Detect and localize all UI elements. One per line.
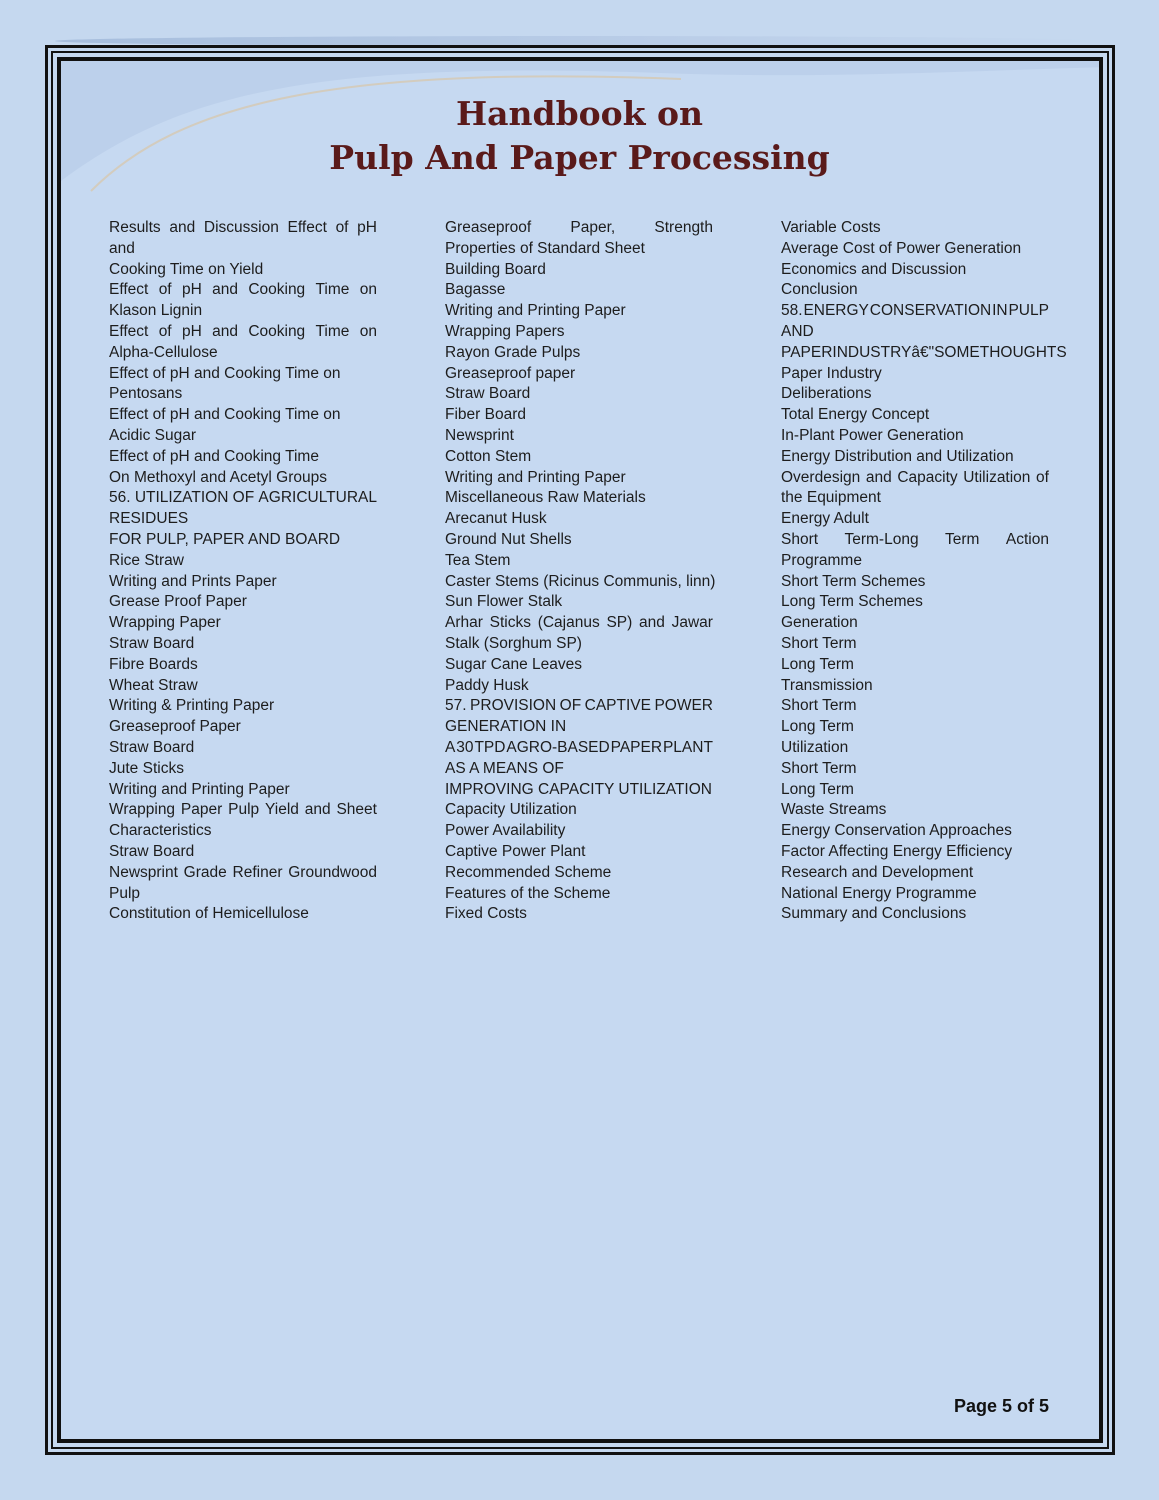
contents-entry: Effect of pH and Cooking Time on — [109, 364, 341, 382]
contents-entry: Effect of pH and Cooking Time on — [109, 322, 377, 340]
contents-entry: Results and Discussion Effect of pH — [109, 219, 377, 236]
contents-entry: Captive Power Plant — [445, 842, 586, 860]
contents-entry: A 30 TPD AGRO-BASED PAPER PLANT — [445, 738, 713, 756]
contents-entry: Tea Stem — [445, 551, 511, 569]
contents-entry: Capacity Utilization — [445, 801, 577, 819]
contents-entry: Generation — [781, 614, 858, 632]
contents-entry: Energy Adult — [781, 510, 869, 528]
contents-entry: Short Term — [781, 759, 857, 777]
contents-entry: Greaseproof paper — [445, 364, 576, 382]
page-number: Page 5 of 5 — [953, 1396, 1049, 1416]
contents-entry: Straw Board — [445, 385, 531, 403]
contents-entry: Alpha-Cellulose — [109, 343, 218, 361]
contents-entry: AS A MEANS OF — [445, 759, 564, 777]
contents-entry: Long Term — [781, 655, 854, 673]
contents-entry: Overdesign and Capacity Utilization of — [781, 468, 1049, 486]
contents-entry: Deliberations — [781, 385, 872, 403]
contents-entry: and — [109, 239, 135, 257]
contents-entry: Rice Straw — [109, 551, 184, 569]
contents-entry: Pentosans — [109, 385, 183, 403]
contents-entry: GENERATION IN — [445, 718, 567, 736]
contents-entry: Transmission — [781, 676, 873, 694]
document-title — [0, 92, 1159, 180]
contents-entry: Short Term — [781, 697, 857, 715]
contents-entry: Stalk (Sorghum SP) — [445, 634, 582, 652]
contents-entry: Writing and Printing Paper — [109, 780, 290, 798]
contents-entry: Bagasse — [445, 281, 506, 299]
contents-entry: Research and Development — [781, 863, 974, 881]
contents-entry: Waste Streams — [781, 801, 887, 819]
contents-column-2 — [445, 218, 716, 925]
contents-entry: Features of the Scheme — [445, 884, 611, 902]
contents-entry: Power Availability — [445, 822, 566, 840]
contents-entry: PAPER INDUSTRYâ€"SOME THOUGHTS — [781, 343, 1067, 361]
contents-entry: Long Term Schemes — [781, 593, 923, 611]
contents-entry: Cotton Stem — [445, 447, 532, 465]
contents-column-1 — [109, 218, 377, 925]
contents-entry: Summary and Conclusions — [781, 905, 967, 923]
contents-entry: the Equipment — [781, 489, 881, 507]
contents-entry: Factor Affecting Energy Efficiency — [781, 842, 1013, 860]
contents-entry: Miscellaneous Raw Materials — [445, 489, 646, 507]
contents-entry: Variable Costs — [781, 219, 881, 236]
contents-entry: Writing and Printing Paper — [445, 468, 626, 486]
contents-entry: Properties of Standard Sheet — [445, 239, 645, 257]
contents-entry: Grease Proof Paper — [109, 593, 247, 611]
contents-entry: 58. ENERGY CONSERVATION IN PULP — [781, 302, 1049, 320]
contents-entry: Fixed Costs — [445, 905, 527, 923]
contents-entry: Effect of pH and Cooking Time — [109, 447, 319, 465]
contents-entry: FOR PULP, PAPER AND BOARD — [109, 530, 341, 548]
contents-entry: Fiber Board — [445, 406, 526, 424]
contents-entry: Straw Board — [109, 842, 195, 860]
contents-entry: Newsprint — [445, 426, 514, 444]
contents-entry: Arecanut Husk — [445, 510, 547, 528]
contents-entry: Jute Sticks — [109, 759, 184, 777]
contents-column-3 — [781, 218, 1067, 925]
contents-entry: Average Cost of Power Generation — [781, 239, 1022, 257]
contents-entry: Effect of pH and Cooking Time on — [109, 406, 341, 424]
contents-entry: Acidic Sugar — [109, 426, 197, 444]
contents-entry: Writing & Printing Paper — [109, 697, 275, 715]
contents-entry: Klason Lignin — [109, 302, 203, 320]
contents-entry: Paddy Husk — [445, 676, 529, 694]
contents-entry: Greaseproof Paper, Strength — [445, 219, 713, 236]
contents-entry: In-Plant Power Generation — [781, 426, 964, 444]
contents-entry: Short Term — [781, 634, 857, 652]
contents-entry: Arhar Sticks (Cajanus SP) and Jawar — [445, 614, 713, 632]
contents-entry: Newsprint Grade Refiner Groundwood — [109, 863, 377, 881]
contents-entry: Wrapping Papers — [445, 322, 565, 340]
contents-entry: Sun Flower Stalk — [445, 593, 563, 611]
contents-entry: Writing and Prints Paper — [109, 572, 277, 590]
title-line-1: Handbook on — [455, 94, 704, 133]
contents-entry: Short Term-Long Term Action — [781, 530, 1049, 548]
contents-entry: Wrapping Paper Pulp Yield and Sheet — [109, 801, 377, 819]
contents-entry: Building Board — [445, 260, 546, 278]
contents-entry: Programme — [781, 551, 862, 569]
contents-entry: Paper Industry — [781, 364, 882, 382]
contents-entry: Energy Distribution and Utilization — [781, 447, 1014, 465]
contents-entry: Fibre Boards — [109, 655, 198, 673]
contents-entry: RESIDUES — [109, 510, 189, 528]
contents-entry: Short Term Schemes — [781, 572, 926, 590]
contents-entry: Caster Stems (Ricinus Communis, linn) — [445, 572, 716, 590]
contents-entry: Recommended Scheme — [445, 863, 612, 881]
contents-entry: Energy Conservation Approaches — [781, 822, 1012, 840]
contents-entry: AND — [781, 322, 814, 340]
contents-entry: Rayon Grade Pulps — [445, 343, 581, 361]
contents-entry: Sugar Cane Leaves — [445, 655, 583, 673]
contents-entry: Straw Board — [109, 634, 195, 652]
contents-entry: 56. UTILIZATION OF AGRICULTURAL — [109, 489, 377, 507]
contents-entry: Conclusion — [781, 281, 858, 299]
contents-entry: On Methoxyl and Acetyl Groups — [109, 468, 327, 486]
contents-entry: Total Energy Concept — [781, 406, 930, 424]
contents-entry: Constitution of Hemicellulose — [109, 905, 309, 923]
contents-entry: Straw Board — [109, 738, 195, 756]
contents-entry: Characteristics — [109, 822, 212, 840]
contents-entry: Pulp — [109, 884, 141, 902]
contents-entry: Long Term — [781, 718, 854, 736]
contents-entry: Economics and Discussion — [781, 260, 967, 278]
contents-entry: Ground Nut Shells — [445, 530, 572, 548]
contents-entry: Wrapping Paper — [109, 614, 221, 632]
contents-entry: Greaseproof Paper — [109, 718, 241, 736]
title-line-2: Pulp And Paper Processing — [329, 138, 830, 177]
contents-entry: Effect of pH and Cooking Time on — [109, 281, 377, 299]
contents-entry: 57. PROVISION OF CAPTIVE POWER — [445, 697, 713, 715]
contents-entry: Long Term — [781, 780, 854, 798]
contents-entry: Cooking Time on Yield — [109, 260, 264, 278]
contents-entry: Writing and Printing Paper — [445, 302, 626, 320]
contents-entry: Utilization — [781, 738, 849, 756]
contents-entry: National Energy Programme — [781, 884, 977, 902]
contents-entry: Wheat Straw — [109, 676, 198, 694]
contents-entry: IMPROVING CAPACITY UTILIZATION — [445, 780, 712, 798]
